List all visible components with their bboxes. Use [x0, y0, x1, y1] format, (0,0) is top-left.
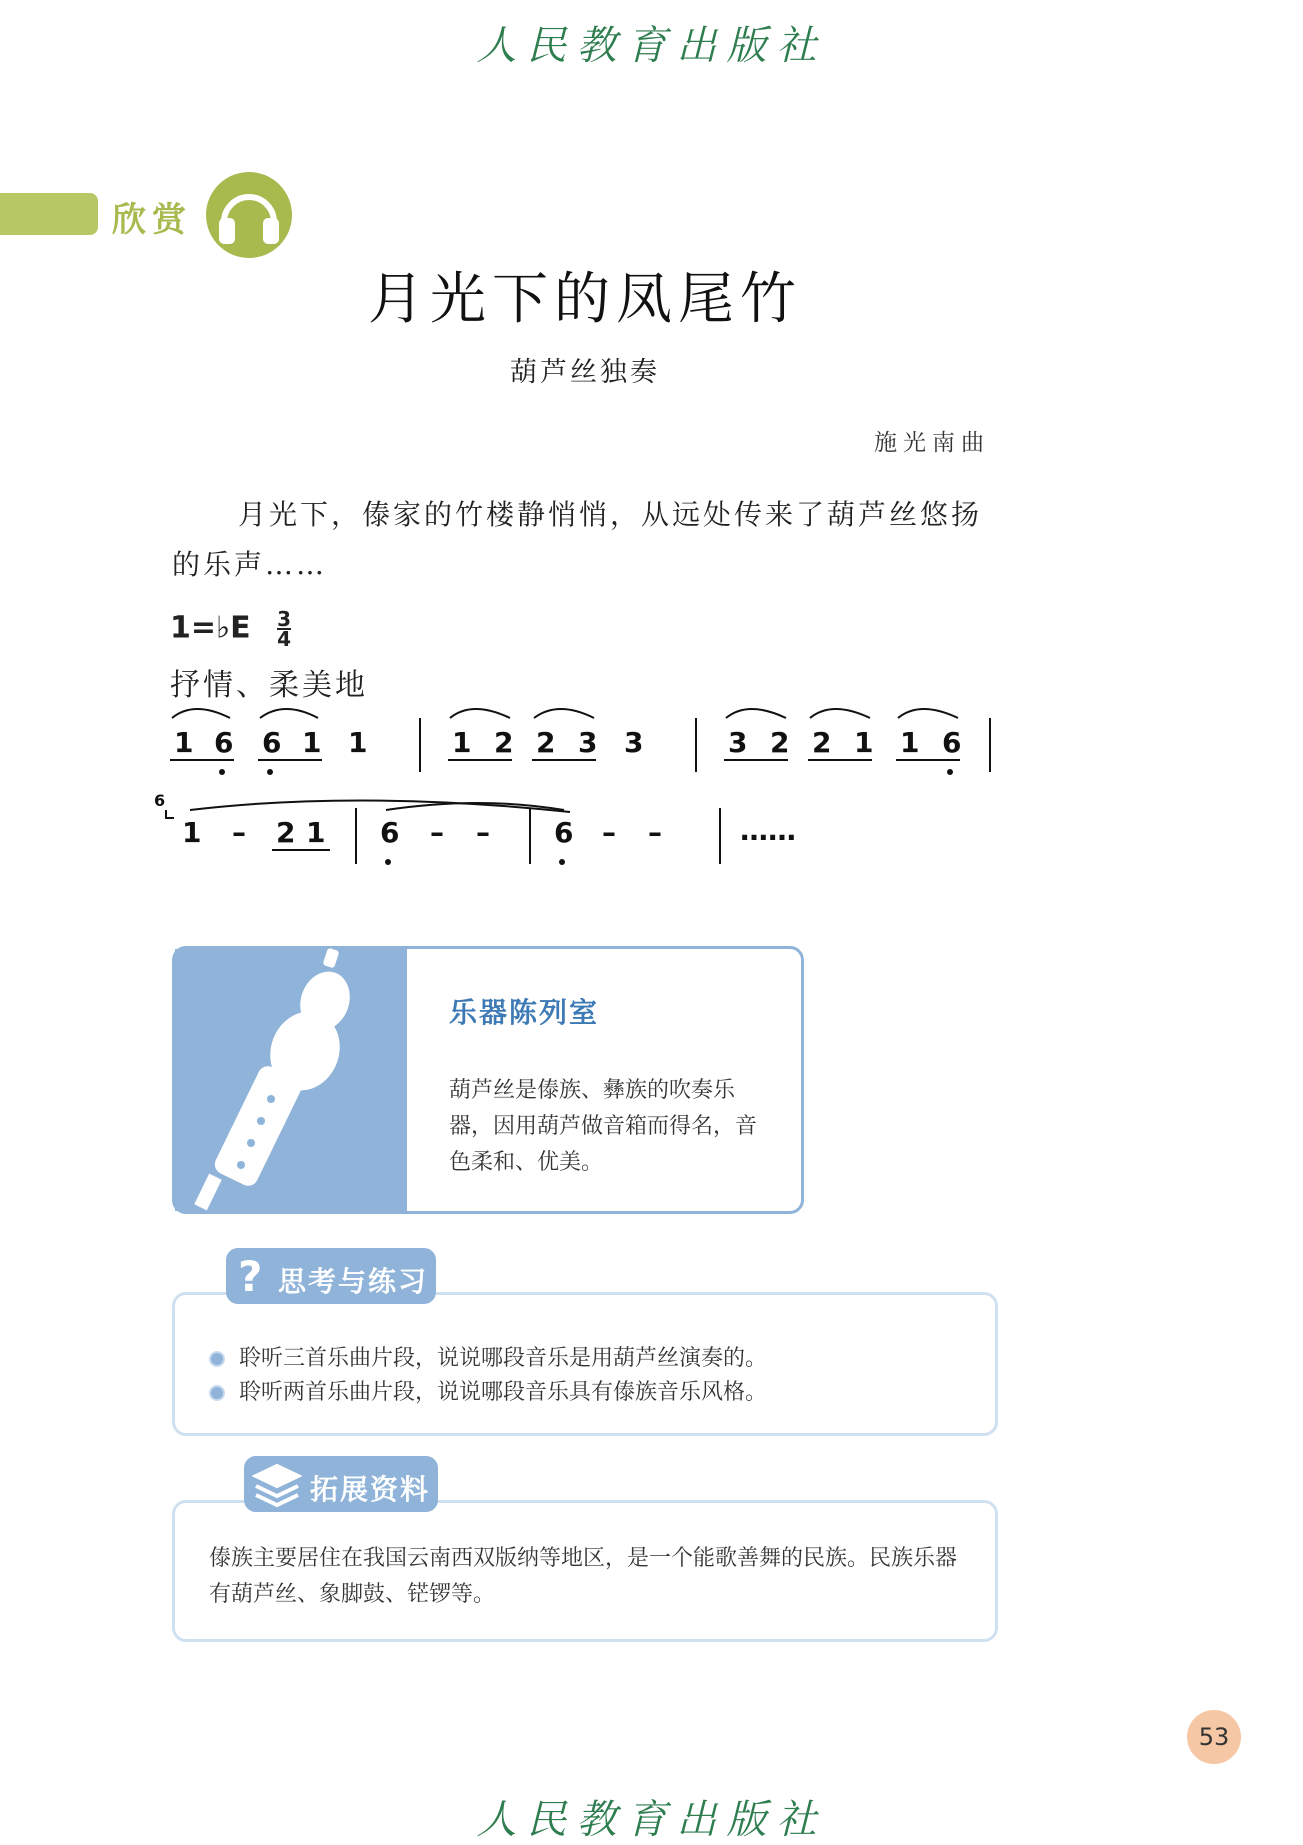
practice-panel — [172, 1292, 998, 1436]
practice-item-text: 聆听三首乐曲片段，说说哪段音乐是用葫芦丝演奏的。 — [239, 1346, 768, 1371]
practice-item — [209, 1341, 767, 1372]
score-line-2 — [154, 791, 796, 865]
instrument-box-heading: 乐器陈列室 — [449, 996, 600, 1029]
question-icon: ? — [238, 1252, 265, 1301]
note: – — [648, 816, 662, 849]
footer-publisher-logo: 人民教育出版社 — [476, 1797, 827, 1843]
note: – — [602, 816, 616, 849]
headphones-icon — [204, 170, 294, 264]
piece-title: 月光下的凤尾竹 — [368, 267, 802, 332]
instrument-info-box — [172, 946, 804, 1214]
section-bar — [0, 193, 98, 235]
note: 1 — [174, 726, 194, 759]
note: 3 — [728, 726, 748, 759]
note: 1 — [302, 726, 322, 759]
note: 6 — [380, 816, 400, 849]
bullet-icon — [209, 1385, 225, 1401]
header-publisher-logo: 人民教育出版社 — [476, 23, 827, 69]
note: 6 — [262, 726, 282, 759]
score-line-1 — [170, 709, 990, 775]
instrument-box-text: 葫芦丝是傣族、彝族的吹奏乐器，因用葫芦做音箱而得名，音色柔和、优美。 — [449, 1078, 758, 1175]
composer-credit: 施光南曲 — [874, 430, 990, 456]
intro-paragraph: 月光下，傣家的竹楼静悄悄，从远处传来了葫芦丝悠扬的乐声…… — [172, 498, 983, 581]
extension-tab — [244, 1456, 438, 1512]
extension-text: 傣族主要居住在我国云南西双版纳等地区，是一个能歌善舞的民族。民族乐器有葫芦丝、象脚鼓、铓锣等。 — [209, 1546, 958, 1607]
bullet-icon — [209, 1351, 225, 1367]
practice-tab-label: 思考与练习 — [278, 1265, 429, 1298]
practice-tab — [226, 1248, 436, 1304]
practice-item-text: 聆听两首乐曲片段，说说哪段音乐具有傣族音乐风格。 — [239, 1380, 768, 1405]
note: 2 — [494, 726, 514, 759]
note: 6 — [942, 726, 962, 759]
key-signature: 1=♭E — [170, 610, 251, 646]
note: – — [476, 816, 490, 849]
note: 6 — [554, 816, 574, 849]
note: 1 — [348, 726, 368, 759]
time-signature-bottom: 4 — [277, 627, 292, 651]
note: 3 — [578, 726, 598, 759]
grace-note: 6 — [154, 791, 166, 810]
section-label: 欣赏 — [112, 200, 192, 240]
time-signature-top: 3 — [277, 607, 292, 631]
note: 1 — [306, 816, 326, 849]
layers-icon — [252, 1462, 302, 1515]
hulusi-icon — [175, 949, 407, 1211]
extension-panel — [172, 1500, 998, 1642]
score-key — [170, 607, 292, 651]
extension-tab-label: 拓展资料 — [310, 1473, 431, 1506]
note: 1 — [182, 816, 202, 849]
note: 3 — [624, 726, 644, 759]
score-continuation: …… — [740, 814, 796, 847]
note: 2 — [812, 726, 832, 759]
note: 1 — [854, 726, 874, 759]
tempo-marking: 抒情、柔美地 — [170, 668, 368, 703]
note: 1 — [452, 726, 472, 759]
note: 2 — [276, 816, 296, 849]
note: 1 — [900, 726, 920, 759]
jianpu-score — [154, 700, 1020, 880]
page-number: 53 — [1187, 1710, 1241, 1764]
piece-subtitle: 葫芦丝独奏 — [510, 357, 660, 388]
note: – — [232, 816, 246, 849]
practice-item — [209, 1375, 767, 1406]
note: 2 — [770, 726, 790, 759]
time-signature — [277, 607, 292, 651]
note: 2 — [536, 726, 556, 759]
note: – — [430, 816, 444, 849]
note: 6 — [214, 726, 234, 759]
